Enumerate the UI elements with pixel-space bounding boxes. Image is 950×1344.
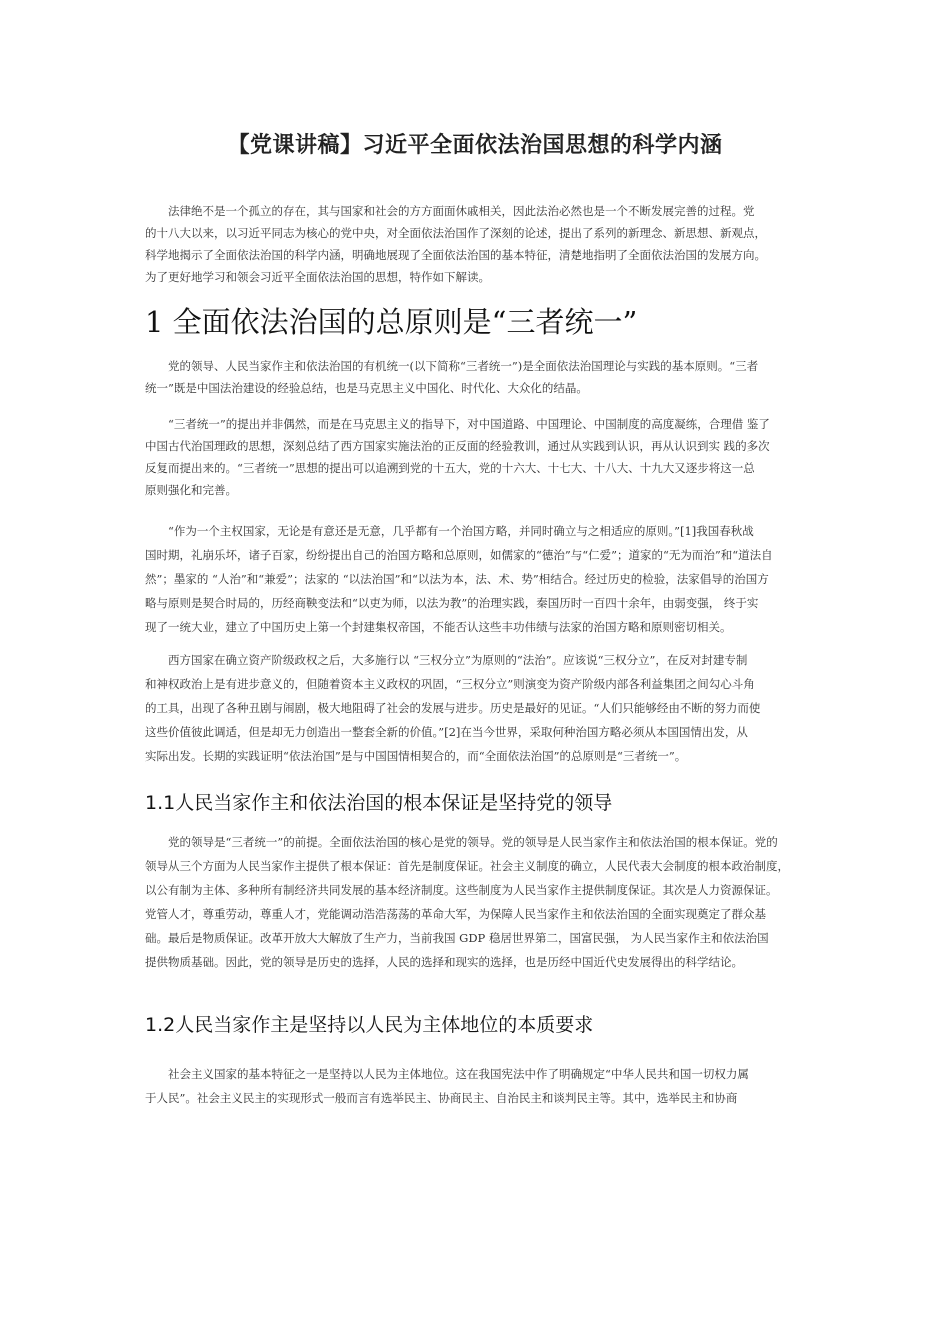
section-1-paragraph-3 [145, 519, 805, 639]
section-1-paragraph-4 [145, 648, 805, 768]
section-1-1-paragraph [145, 830, 825, 974]
section-1-1-heading: 1.1人民当家作主和依法治国的根本保证是坚持党的领导 [145, 792, 613, 814]
paragraph-line: 现了一统大业，建立了中国历史上第一个封建集权帝国，不能否认这些丰功伟绩与法家的治国方略和原则密切相关。 [145, 620, 732, 634]
paragraph-line: 统一”既是中国法治建设的经验总结，也是马克思主义中国化、时代化、大众化的结晶。 [145, 381, 588, 395]
section-1-paragraph-1 [145, 355, 805, 399]
section-1-heading: 1 全面依法治国的总原则是“三者统一” [145, 305, 638, 339]
paragraph-line: “作为一个主权国家，无论是有意还是无意，几乎都有一个治国方略，并同时确立与之相适应的原则。”[1]我国春秋战 [168, 524, 754, 538]
paragraph-line: 这些价值彼此调适，但是却无力创造出一整套全新的价值。”[2]在当今世界，采取何种治国方略必须从本国国情出发，从 [145, 725, 748, 739]
intro-line: 法律绝不是一个孤立的存在，其与国家和社会的方方面面休戚相关，因此法治必然也是一个不断发展完善的过程。党 [168, 204, 755, 218]
paragraph-line: 和神权政治上是有进步意义的，但随着资本主义政权的巩固，“三权分立”则演变为资产阶级内部各利益集团之间勾心斗角 [145, 677, 755, 691]
paragraph-line: 提供物质基础。因此，党的领导是历史的选择，人民的选择和现实的选择，也是历经中国近代史发展得出的科学结论。 [145, 955, 743, 969]
paragraph-line: 党管人才，尊重劳动，尊重人才，党能调动浩浩荡荡的革命大军，为保障人民当家作主和依法治国的全面实现奠定了群众基 [145, 907, 766, 921]
paragraph-line: 中国古代治国理政的思想，深刻总结了西方国家实施法治的正反面的经验教训，通过从实践到认识，再从认识到实 践的多次 [145, 439, 770, 453]
section-1-paragraph-2 [145, 413, 805, 501]
paragraph-line: 社会主义国家的基本特征之一是坚持以人民为主体地位。这在我国宪法中作了明确规定“中华人民共和国一切权力属 [168, 1067, 749, 1081]
paragraph-line: 原则强化和完善。 [145, 483, 237, 497]
paragraph-line: 于人民”。社会主义民主的实现形式一般而言有选举民主、协商民主、自治民主和谈判民主等。其中，选举民主和协商 [145, 1091, 738, 1105]
section-1-2-heading: 1.2人民当家作主是坚持以人民为主体地位的本质要求 [145, 1014, 594, 1036]
paragraph-line: 以公有制为主体、多种所有制经济共同发展的基本经济制度。这些制度为人民当家作主提供制度保证。其次是人力资源保证。 [145, 883, 778, 897]
paragraph-line: 然”；墨家的 “人治”和“兼爱”；法家的 “以法治国”和“以法为本，法、术、势”相结合。经过历史的检验，法家倡导的治国方 [145, 572, 769, 586]
paragraph-line: 西方国家在确立资产阶级政权之后，大多施行以 “三权分立”为原则的“法治”。应该说“三权分立”，在反对封建专制 [168, 653, 748, 667]
paragraph-line: 领导从三个方面为人民当家作主提供了根本保证：首先是制度保证。社会主义制度的确立，人民代表大会制度的根本政治制度， [145, 859, 789, 873]
intro-line: 为了更好地学习和领会习近平全面依法治国的思想，特作如下解读。 [145, 270, 490, 284]
paragraph-line: 础。最后是物质保证。改革开放大大解放了生产力，当前我国 GDP 稳居世界第二，国富民强， 为人民当家作主和依法治国 [145, 931, 769, 945]
paragraph-line: 略与原则是契合时局的，历经商鞅变法和“以吏为师，以法为教”的治理实践，秦国历时一百四十余年，由弱变强， 终于实 [145, 596, 759, 610]
document-title: 【党课讲稿】习近平全面依法治国思想的科学内涵 [227, 133, 723, 158]
paragraph-line: 的工具，出现了各种丑剧与闹剧，极大地阻碍了社会的发展与进步。历史是最好的见证。“人们只能够经由不断的努力而使 [145, 701, 761, 715]
intro-line: 的十八大以来，以习近平同志为核心的党中央，对全面依法治国作了深刻的论述，提出了系列的新理念、新思想、新观点， [145, 226, 766, 240]
paragraph-line: 国时期，礼崩乐坏，诸子百家，纷纷提出自己的治国方略和总原则，如儒家的“德治”与“仁爱”；道家的“无为而治”和“道法自 [145, 548, 773, 562]
paragraph-line: 实际出发。长期的实践证明“依法治国”是与中国国情相契合的，而“全面依法治国”的总原则是“三者统一”。 [145, 749, 687, 763]
paragraph-line: 党的领导是“三者统一”的前提。全面依法治国的核心是党的领导。党的领导是人民当家作主和依法治国的根本保证。党的 [168, 835, 778, 849]
section-1-2-paragraph [145, 1062, 805, 1110]
paragraph-line: 党的领导、人民当家作主和依法治国的有机统一(以下简称“三者统一”)是全面依法治国理论与实践的基本原则。“三者 [168, 359, 759, 373]
paragraph-line: “三者统一”的提出并非偶然，而是在马克思主义的指导下，对中国道路、中国理论、中国制度的高度凝练，合理借 鉴了 [168, 417, 770, 431]
intro-paragraph [145, 200, 805, 288]
intro-line: 科学地揭示了全面依法治国的科学内涵，明确地展现了全面依法治国的基本特征，清楚地指明了全面依法治国的发展方向。 [145, 248, 766, 262]
paragraph-line: 反复而提出来的。“三者统一”思想的提出可以追溯到党的十五大，党的十六大、十七大、十八大、十九大又逐步将这一总 [145, 461, 755, 475]
